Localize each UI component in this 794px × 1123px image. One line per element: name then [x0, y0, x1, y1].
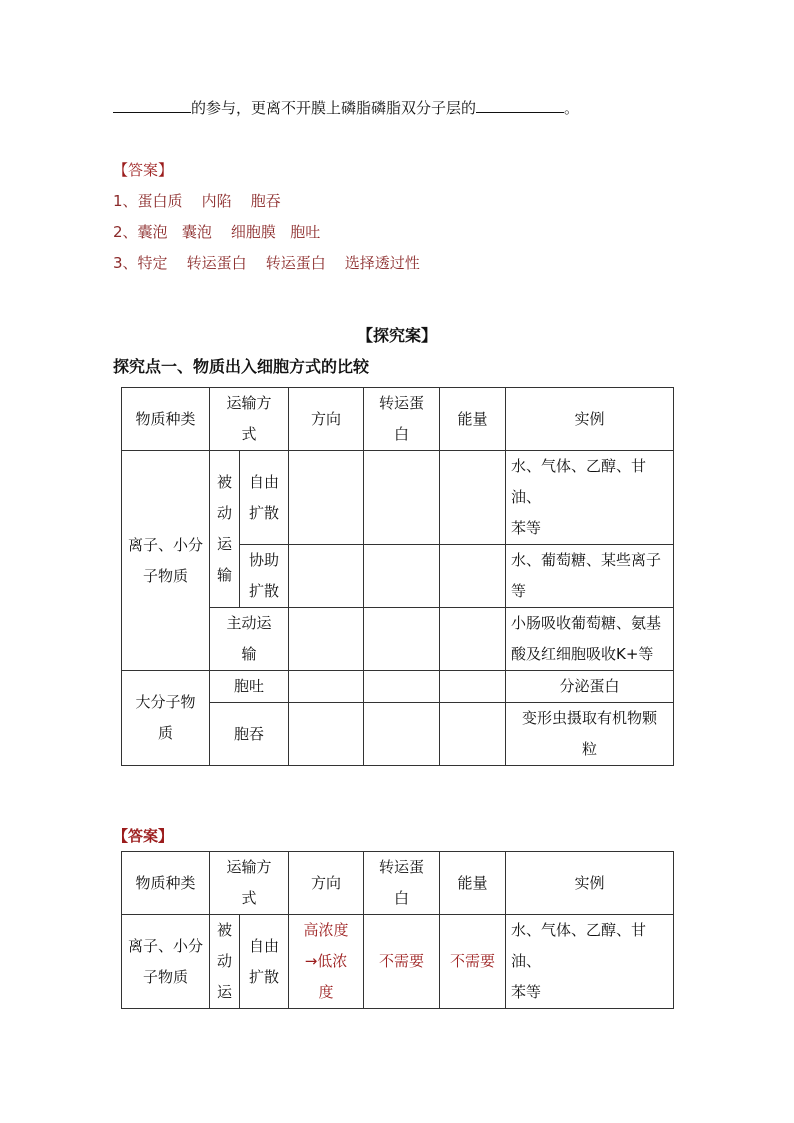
header-substance: 物质种类 [122, 388, 210, 451]
cell-passive-transport: 被 动 运 [210, 915, 240, 1009]
cell-empty [364, 545, 440, 608]
cell-empty [440, 703, 506, 766]
answer-line-2: 2、囊泡 囊泡 细胞膜 胞吐 [113, 223, 321, 241]
cell-facilitated-diffusion: 协助 扩散 [240, 545, 289, 608]
header-transporter: 转运蛋 白 [364, 852, 440, 915]
comparison-table [121, 387, 674, 766]
cell-empty [364, 608, 440, 671]
blank-1 [113, 98, 191, 113]
header-energy: 能量 [440, 852, 506, 915]
cell-empty [289, 451, 364, 545]
intro-line [113, 98, 579, 118]
cell-free-diffusion: 自由 扩散 [240, 915, 289, 1009]
cell-example-endocytosis: 变形虫摄取有机物颗 粒 [506, 703, 674, 766]
cell-example-active: 小肠吸收葡萄糖、氨基 酸及红细胞吸收K+等 [506, 608, 674, 671]
cell-macromolecule: 大分子物 质 [122, 671, 210, 766]
cell-empty [364, 671, 440, 703]
cell-empty [289, 545, 364, 608]
cell-example-free: 水、气体、乙醇、甘油、 苯等 [506, 915, 674, 1009]
answer-label-1: 【答案】 [113, 161, 174, 179]
cell-free-diffusion: 自由 扩散 [240, 451, 289, 545]
cell-answer-transporter: 不需要 [364, 915, 440, 1009]
header-energy: 能量 [440, 388, 506, 451]
header-substance: 物质种类 [122, 852, 210, 915]
cell-empty [289, 671, 364, 703]
cell-empty [440, 608, 506, 671]
header-transport-mode: 运输方 式 [210, 852, 289, 915]
cell-empty [364, 451, 440, 545]
cell-small-molecule: 离子、小分 子物质 [122, 915, 210, 1009]
cell-small-molecule: 离子、小分 子物质 [122, 451, 210, 671]
answer-line-1: 1、蛋白质 内陷 胞吞 [113, 192, 281, 210]
cell-empty [440, 545, 506, 608]
header-direction: 方向 [289, 852, 364, 915]
answer-label-2: 【答案】 [113, 827, 174, 845]
cell-empty [440, 671, 506, 703]
cell-empty [289, 608, 364, 671]
header-examples: 实例 [506, 388, 674, 451]
intro-text: 的参与，更离不开膜上磷脂磷脂双分子层的 [191, 99, 477, 117]
blank-2 [476, 98, 564, 113]
header-direction: 方向 [289, 388, 364, 451]
cell-example-free: 水、气体、乙醇、甘油、 苯等 [506, 451, 674, 545]
cell-example-facilitated: 水、葡萄糖、某些离子 等 [506, 545, 674, 608]
answer-line-3: 3、特定 转运蛋白 转运蛋白 选择透过性 [113, 254, 420, 272]
subtitle: 探究点一、物质出入细胞方式的比较 [113, 357, 370, 376]
cell-active-transport: 主动运 输 [210, 608, 289, 671]
section-title: 【探究案】 [356, 326, 437, 345]
header-examples: 实例 [506, 852, 674, 915]
intro-end: 。 [564, 99, 580, 117]
cell-endocytosis: 胞吞 [210, 703, 289, 766]
cell-exocytosis: 胞吐 [210, 671, 289, 703]
cell-empty [440, 451, 506, 545]
cell-empty [289, 703, 364, 766]
cell-answer-direction: 高浓度 →低浓 度 [289, 915, 364, 1009]
answer-table [121, 851, 674, 1009]
cell-example-exocytosis: 分泌蛋白 [506, 671, 674, 703]
cell-empty [364, 703, 440, 766]
header-transporter: 转运蛋 白 [364, 388, 440, 451]
header-transport-mode: 运输方 式 [210, 388, 289, 451]
cell-answer-energy: 不需要 [440, 915, 506, 1009]
cell-passive-transport: 被 动 运 输 [210, 451, 240, 608]
